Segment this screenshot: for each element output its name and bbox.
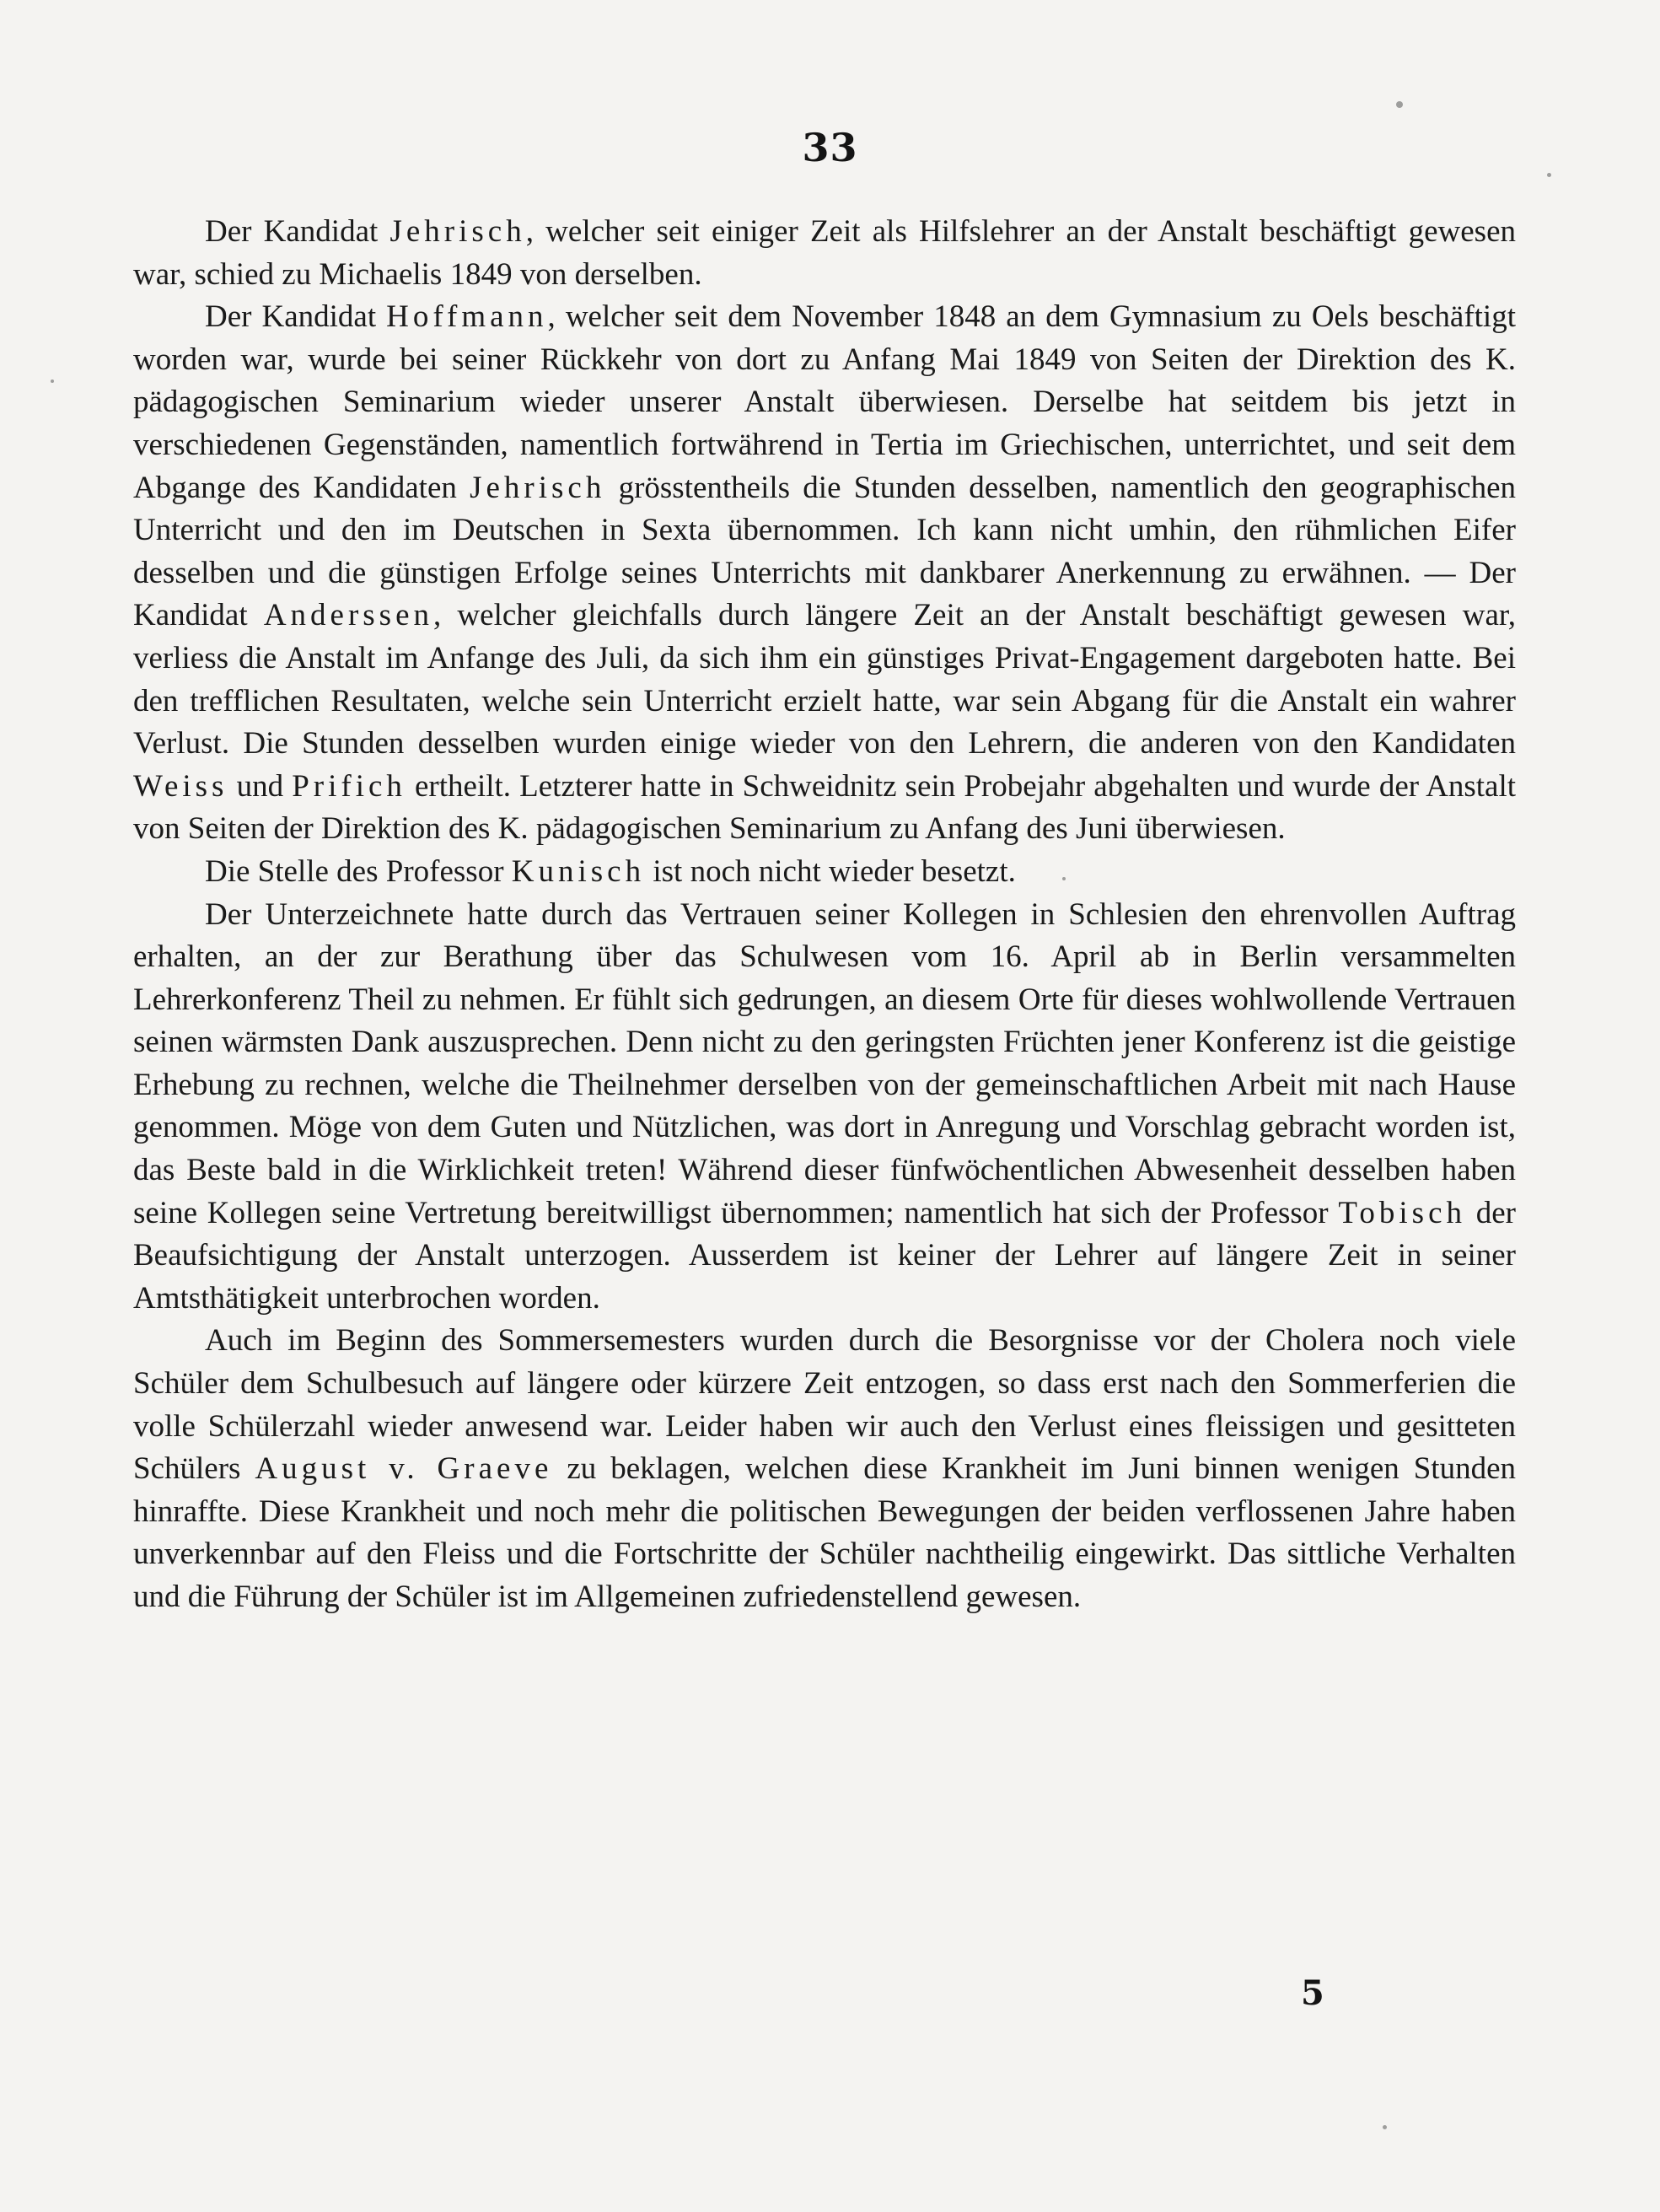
text-run: , welcher seit einiger Zeit als Hilfslehrer an der Anstalt beschäftigt gewesen war, schied zu Michaelis 1849 von derselben. (133, 214, 1516, 292)
text-run: grösstentheils die Stunden desselben, namentlich den geographischen Unterricht und den im Deutschen in Sexta übernommen. Ich kann nicht umhin, den rühmlichen Eifer desselben und die günstigen Erfolge seines Unterrichts mit dankbarer Anerkennung zu erwähnen. — Der Kandidat (133, 470, 1516, 633)
scan-speck (1383, 2125, 1387, 2129)
spaced-name: Kunisch (511, 853, 646, 889)
text-run: Der Kandidat (205, 214, 390, 249)
spaced-name: Anderssen (263, 598, 433, 633)
text-run: Der Unterzeichnete hatte durch das Vertrauen seiner Kollegen in Schlesien den ehrenvollen Auftrag erhalten, an der zur Berathung über das Schulwesen vom 16. April ab in Berlin versammelten Lehrerkonferenz Theil zu nehmen. Er fühlt sich gedrungen, an diesem Orte für dieses wohlwollende Vertrauen seinen wärmsten Dank auszusprechen. Denn nicht zu den geringsten Früchten jener Konferenz ist die geistige Erhebung zu rechnen, welche die Theilnehmer derselben von der gemeinschaftlichen Arbeit mit nach Hause genommen. Möge von dem Guten und Nützlichen, was dort in Anregung und Vorschlag gebracht worden ist, das Beste bald in die Wirklichkeit treten! Während dieser fünfwöchentlichen Abwesenheit desselben haben seine Kollegen seine Vertretung bereitwilligst übernommen; namentlich hat sich der Professor (133, 896, 1516, 1230)
text-run: , welcher seit dem November 1848 an dem Gymnasium zu Oels beschäftigt worden war, wurde bei seiner Rückkehr von dort zu Anfang Mai 1849 von Seiten der Direktion des K. pädagogischen Seminarium wieder unserer Anstalt überwiesen. Derselbe hat seitdem bis jetzt in verschiedenen Gegenständen, namentlich fortwährend in Tertia im Griechischen, unterrichtet, und seit dem Abgange des Kandidaten (133, 299, 1516, 505)
spaced-name: Prifich (292, 768, 406, 804)
paragraph (133, 1320, 1516, 1618)
paragraph (133, 211, 1516, 296)
signature-mark: 5 (1301, 1973, 1324, 2013)
text-run: ist noch nicht wieder besetzt. (645, 853, 1016, 889)
text-run: ertheilt. Letzterer hatte in Schweidnitz sein Probejahr abgehalten und wurde der Anstalt von Seiten der Direktion des K. pädagogischen Seminarium zu Anfang des Juni überwiesen. (133, 768, 1517, 847)
paragraph (133, 894, 1516, 1321)
spaced-name: Jehrisch (470, 470, 606, 505)
text-run: Die Stelle des Professor (205, 853, 512, 889)
spaced-name: Hoffmann (386, 299, 548, 335)
text-run: Der Kandidat (205, 299, 387, 335)
scan-speck (1547, 173, 1551, 177)
text-run: zu beklagen, welchen diese Krankheit im Juni binnen wenigen Stunden hinraffte. Diese Krankheit und noch mehr die politischen Bewegungen der beiden verflossenen Jahre haben unverkennbar auf den Fleiss und die Fortschritte der Schüler nachtheilig eingewirkt. Das sittliche Verhalten und die Führung der Schüler ist im Allgemeinen zufriedenstellend gewesen. (133, 1451, 1516, 1614)
scan-speck (1062, 877, 1066, 880)
spaced-name: Jehrisch (389, 214, 526, 249)
text-run: und (228, 768, 293, 804)
paragraph (133, 851, 1516, 894)
spaced-name: August v. Graeve (255, 1451, 553, 1487)
page-number: 33 (802, 125, 858, 170)
spaced-name: Weiss (133, 768, 228, 804)
scan-speck (51, 379, 54, 383)
body-text (133, 211, 1516, 1619)
spaced-name: Tobisch (1338, 1195, 1466, 1230)
text-run: der Beaufsichtigung der Anstalt unterzogen. Ausserdem ist keiner der Lehrer auf längere Zeit in seiner Amtsthätigkeit unterbrochen worden. (133, 1195, 1516, 1316)
paragraph (133, 296, 1516, 851)
scan-speck (1396, 101, 1403, 108)
text-run: , welcher gleichfalls durch längere Zeit an der Anstalt beschäftigt gewesen war, verliess die Anstalt im Anfange des Juli, da sich ihm ein günstiges Privat-Engagement dargeboten hatte. Bei den trefflichen Resultaten, welche sein Unterricht erzielt hatte, war sein Abgang für die Anstalt ein wahrer Verlust. Die Stunden desselben wurden einige wieder von den Lehrern, die anderen von den Kandidaten (133, 598, 1517, 762)
text-run: Auch im Beginn des Sommersemesters wurden durch die Besorgnisse vor der Cholera noch viele Schüler dem Schulbesuch auf längere oder kürzere Zeit entzogen, so dass erst nach den Sommerferien die volle Schülerzahl wieder anwesend war. Leider haben wir auch den Verlust eines fleissigen und gesitteten Schülers (133, 1323, 1516, 1487)
